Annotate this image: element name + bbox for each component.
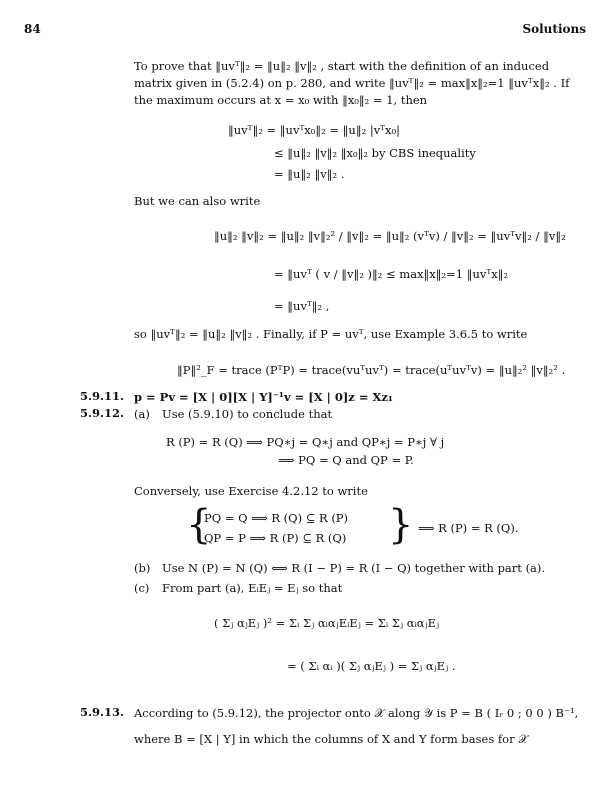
eq2-row-1: ‖u‖₂ ‖v‖₂ = ‖u‖₂ ‖v‖₂² / ‖v‖₂ = ‖u‖₂ (vᵀv) / ‖v‖₂ = ‖uvᵀv‖₂ / ‖v‖₂ <box>214 229 566 243</box>
part-c-text: From part (a), EᵢEⱼ = Eⱼ so that <box>162 581 343 595</box>
system-row-2: QP = P ⟹ R (P) ⊆ R (Q) <box>204 531 347 545</box>
running-header: Solutions <box>522 22 586 36</box>
intro-line-2: matrix given in (5.2.4) on p. 280, and write ‖uvᵀ‖₂ = max‖x‖₂=1 ‖uvᵀx‖₂ . If <box>134 76 570 90</box>
eq2-row-2: = ‖uvᵀ ( v / ‖v‖₂ )‖₂ ≤ max‖x‖₂=1 ‖uvᵀx‖₂ <box>274 267 509 281</box>
part-a-label: (a) <box>134 407 150 421</box>
part-c-equation-2: = ( Σᵢ αᵢ )( Σⱼ αⱼEⱼ ) = Σⱼ αⱼEⱼ . <box>287 659 456 673</box>
part-a-equation-1: R (P) = R (Q) ⟹ PQ∗j = Q∗j and QP∗j = P∗j ∀ j <box>166 435 445 449</box>
exercise-number-5-9-11: 5.9.11. <box>80 389 125 403</box>
conversely-line: Conversely, use Exercise 4.2.12 to write <box>134 484 368 498</box>
so-line: so ‖uvᵀ‖₂ = ‖u‖₂ ‖v‖₂ . Finally, if P = uvᵀ, use Example 3.6.5 to write <box>134 327 528 341</box>
page-number: 84 <box>24 22 41 36</box>
eq1-row-1: ‖uvᵀ‖₂ = ‖uvᵀx₀‖₂ = ‖u‖₂ |vᵀx₀| <box>228 123 401 137</box>
exercise-number-5-9-12: 5.9.12. <box>80 406 125 420</box>
eq1-row-2: ≤ ‖u‖₂ ‖v‖₂ ‖x₀‖₂ by CBS inequality <box>274 146 476 160</box>
part-a-equation-2: ⟹ PQ = Q and QP = P. <box>278 453 414 467</box>
system-conclusion: ⟹ R (P) = R (Q). <box>418 521 519 535</box>
exercise-number-5-9-13: 5.9.13. <box>80 705 125 719</box>
right-brace: } <box>388 502 414 548</box>
part-b-text: Use N (P) = N (Q) ⟺ R (I − P) = R (I − Q) together with part (a). <box>162 561 546 575</box>
exercise-5-9-11-text: p = Pv = [X | 0][X | Y]⁻¹v = [X | 0]z = Xz₁ <box>134 390 393 404</box>
system-row-1: PQ = Q ⟹ R (Q) ⊆ R (P) <box>204 511 349 525</box>
exercise-5-9-13-line-2: where B = [X | Y] in which the columns of X and Y form bases for 𝒳 <box>134 732 529 746</box>
part-b-label: (b) <box>134 561 151 575</box>
frobenius-equation: ‖P‖²_F = trace (PᵀP) = trace(vuᵀuvᵀ) = trace(uᵀuvᵀv) = ‖u‖₂² ‖v‖₂² . <box>177 363 566 377</box>
left-brace: { <box>186 502 212 548</box>
intro-line-3: the maximum occurs at x = x₀ with ‖x₀‖₂ = 1, then <box>134 93 428 107</box>
part-c-label: (c) <box>134 581 150 595</box>
also-write: But we can also write <box>134 194 261 208</box>
exercise-5-9-13-line-1: According to (5.9.12), the projector onto 𝒳 along 𝒴 is P = B ( Iᵣ 0 ; 0 0 ) B⁻¹, <box>134 706 579 720</box>
eq1-row-3: = ‖u‖₂ ‖v‖₂ . <box>274 167 345 181</box>
part-a-text: Use (5.9.10) to conclude that <box>162 407 333 421</box>
part-c-equation-1: ( Σⱼ αⱼEⱼ )² = Σᵢ Σⱼ αᵢαⱼEᵢEⱼ = Σᵢ Σⱼ αᵢαⱼEⱼ <box>214 616 440 630</box>
intro-line-1: To prove that ‖uvᵀ‖₂ = ‖u‖₂ ‖v‖₂ , start with the definition of an induced <box>134 59 550 73</box>
eq2-row-3: = ‖uvᵀ‖₂ , <box>274 299 330 313</box>
